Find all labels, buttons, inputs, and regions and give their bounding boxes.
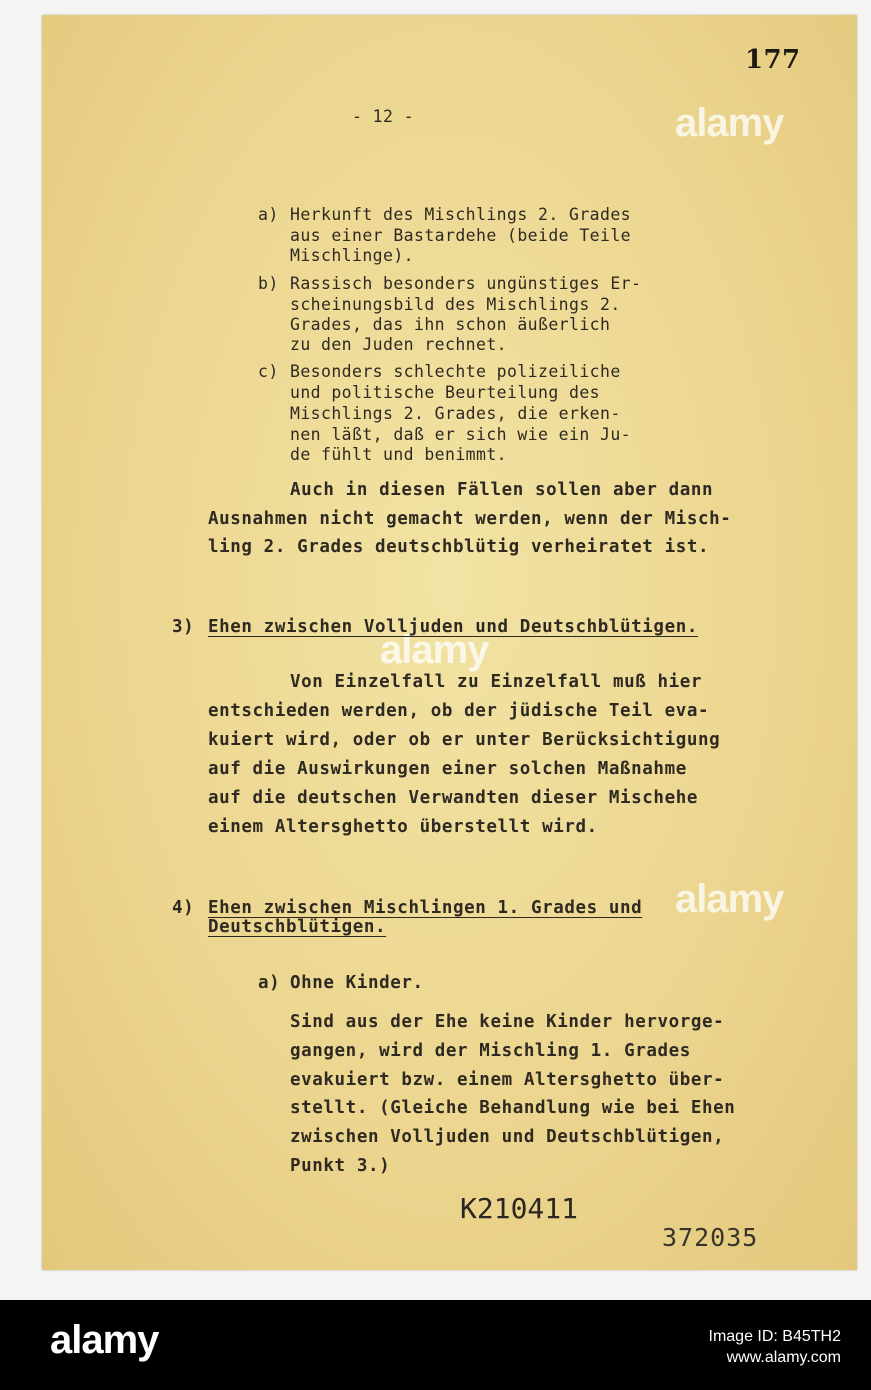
list-item-line: zu den Juden rechnet. [290,335,508,354]
list-item-line: aus einer Bastardehe (beide Teile [290,226,632,245]
section-heading: Ehen zwischen Volljuden und Deutschblütigen. [208,617,698,637]
paragraph-line: Sind aus der Ehe keine Kinder hervorge- [290,1012,725,1032]
paragraph-line: evakuiert bzw. einem Altersghetto über- [290,1070,725,1090]
list-item-label: c) [258,362,279,381]
paragraph-line: einem Altersghetto überstellt wird. [208,817,598,837]
section-number: 4) [172,898,195,918]
section-number: 3) [172,617,195,637]
list-item-line: Herkunft des Mischlings 2. Grades [290,205,632,224]
list-item-line: Mischlinge). [290,246,415,265]
paragraph-line: ling 2. Grades deutschblütig verheiratet ist. [208,537,710,557]
watermark: alamy [675,101,784,145]
list-item-label: b) [258,274,279,293]
subsection-heading: Ohne Kinder. [290,973,424,993]
list-item-line: Mischlings 2. Grades, die erken- [290,404,621,423]
watermark: alamy [380,628,489,672]
list-item-line: de fühlt und benimmt. [290,445,508,464]
paragraph-line: Punkt 3.) [290,1156,391,1176]
list-item-line: und politische Beurteilung des [290,383,601,402]
footer-info [709,1326,842,1368]
list-item-line: Grades, das ihn schon äußerlich [290,315,611,334]
paragraph-line: auf die Auswirkungen einer solchen Maßnahme [208,759,687,779]
document-number: 372035 [662,1223,759,1252]
paragraph-line: entschieden werden, ob der jüdische Teil eva- [208,701,710,721]
alamy-logo: alamy [50,1318,159,1362]
paragraph-line: auf die deutschen Verwandten dieser Mischehe [208,788,698,808]
paragraph-line: gangen, wird der Mischling 1. Grades [290,1041,691,1061]
list-item-label: a) [258,205,279,224]
image-id: Image ID: B45TH2 [708,1328,841,1345]
list-item-line: Besonders schlechte polizeiliche [290,362,621,381]
paragraph-line: Ausnahmen nicht gemacht werden, wenn der Misch- [208,509,732,529]
section-heading: Deutschblütigen. [208,917,387,937]
list-item-line: Rassisch besonders ungünstiges Er- [290,274,642,293]
watermark: alamy [675,877,784,921]
stamp-code: K210411 [460,1192,579,1225]
section-heading: Ehen zwischen Mischlingen 1. Grades und [208,898,643,918]
document-page [42,15,857,1270]
site-url: www.alamy.com [726,1349,841,1366]
footer-bar [0,1300,871,1390]
page-number: 177 [745,45,801,75]
paragraph-line: zwischen Volljuden und Deutschblütigen, [290,1127,725,1147]
paragraph-line: Auch in diesen Fällen sollen aber dann [290,480,714,500]
list-item-label: a) [258,973,281,993]
paragraph-line: kuiert wird, oder ob er unter Berücksichtigung [208,730,721,750]
page-marker: - 12 - [352,107,415,126]
paragraph-line: Von Einzelfall zu Einzelfall muß hier [290,672,703,692]
list-item-line: scheinungsbild des Mischlings 2. [290,295,621,314]
list-item-line: nen läßt, daß er sich wie ein Ju- [290,425,632,444]
paragraph-line: stellt. (Gleiche Behandlung wie bei Ehen [290,1098,736,1118]
